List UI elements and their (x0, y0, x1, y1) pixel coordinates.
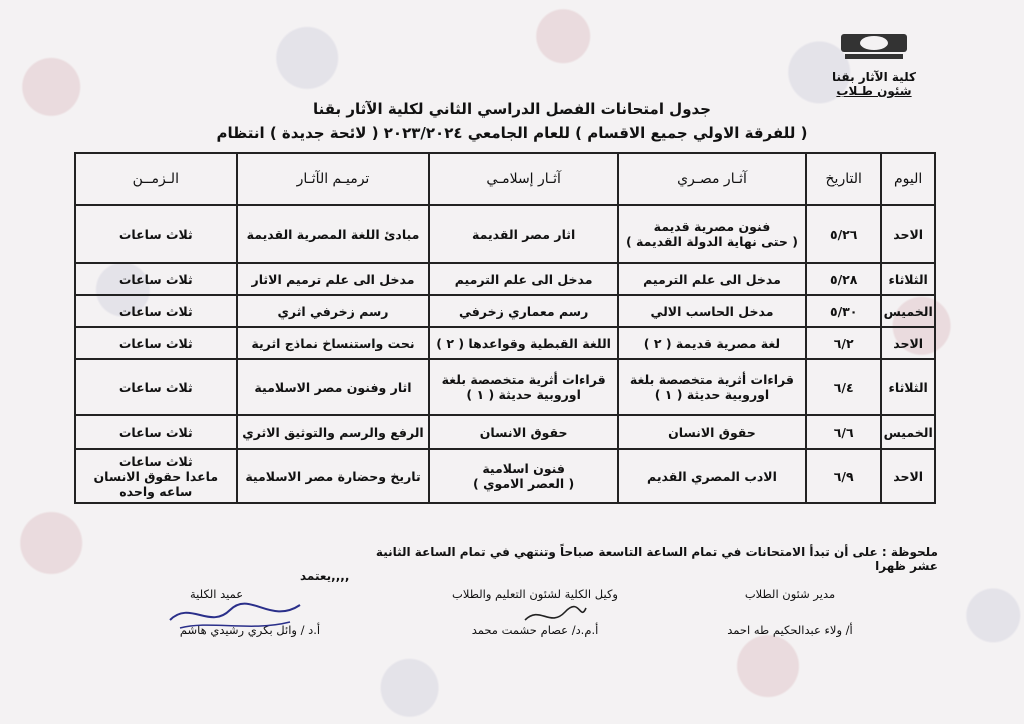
page-subtitle: ( للفرقة الاولي جميع الاقسام ) للعام الجامعي ٢٠٢٣/٢٠٢٤ ( لائحة جديدة ) انتظام (216, 124, 808, 142)
restoration-exam-cell (237, 295, 430, 327)
affairs-label: شئون طـلاب (836, 84, 912, 98)
egyptian-exam-cell (618, 449, 806, 503)
duration-cell-line: ثلاث ساعات (118, 335, 193, 351)
restoration-exam-cell (237, 263, 430, 295)
day-cell: الاحد (881, 327, 935, 359)
vice-dean-handwritten-signature-icon (520, 600, 590, 630)
header-egyptian: آثـار مصـري (618, 153, 806, 205)
duration-cell-line: ثلاث ساعات (118, 453, 193, 469)
islamic-exam-cell-line: فنون اسلامية (482, 461, 565, 476)
duration-cell (75, 359, 237, 415)
restoration-exam-cell-line: تاريخ وحضارة مصر الاسلامية (245, 468, 421, 484)
restoration-exam-cell (237, 359, 430, 415)
duration-cell (75, 263, 237, 295)
restoration-exam-cell (237, 327, 430, 359)
exam-time-note: ملحوظة : على أن تبدأ الامتحانات في تمام الساعة التاسعة صباحاً وتنتهي في تمام الساعة الثانية عشر ظهرا (375, 545, 938, 573)
duration-cell (75, 449, 237, 503)
islamic-exam-cell (429, 205, 617, 263)
day-cell: الخميس (881, 295, 935, 327)
university-logo-icon (839, 32, 909, 62)
header-islamic: آثـار إسلامـي (429, 153, 617, 205)
dean-name: أ.د / وائل بكري رشيدي هاشم (179, 623, 321, 637)
duration-cell-line: ماعدا حقوق الانسان (93, 468, 219, 484)
egyptian-exam-cell-line: فنون مصرية قديمة (653, 219, 771, 234)
college-name: كلية الآثار بقنا (832, 70, 916, 84)
restoration-exam-cell (237, 415, 430, 449)
egyptian-exam-cell (618, 327, 806, 359)
restoration-exam-cell-line: اثار وفنون مصر الاسلامية (254, 379, 412, 395)
table-row (75, 205, 935, 263)
egyptian-exam-cell-line: ( حتى نهاية الدولة القديمة ) (625, 234, 798, 249)
dean-title: عميد الكلية (190, 587, 244, 601)
table-row (75, 327, 935, 359)
day-cell: الخميس (881, 415, 935, 449)
islamic-exam-cell-line: مدخل الى علم الترميم (454, 271, 593, 287)
date-cell: ٦/٤ (806, 359, 881, 415)
duration-cell-line: ثلاث ساعات (118, 303, 193, 319)
islamic-exam-cell-line: حقوق الانسان (479, 424, 568, 440)
islamic-exam-cell-line: رسم معماري زخرفي (458, 303, 589, 319)
islamic-exam-cell (429, 359, 617, 415)
islamic-exam-cell (429, 449, 617, 503)
duration-cell (75, 327, 237, 359)
day-cell: الاحد (881, 205, 935, 263)
date-cell: ٦/٦ (806, 415, 881, 449)
egyptian-exam-cell (618, 263, 806, 295)
table-row (75, 449, 935, 503)
approval-label: يعتمد,,,, (300, 569, 350, 583)
egyptian-exam-cell-line: اوروبية حديثة ( ١ ) (654, 387, 770, 402)
egyptian-exam-cell (618, 415, 806, 449)
date-cell: ٥/٣٠ (806, 295, 881, 327)
header-day: اليوم (881, 153, 935, 205)
duration-cell-line: ثلاث ساعات (118, 271, 193, 287)
vice-dean-title: وكيل الكلية لشئون التعليم والطلاب (452, 587, 618, 601)
egyptian-exam-cell (618, 295, 806, 327)
islamic-exam-cell (429, 327, 617, 359)
islamic-exam-cell (429, 263, 617, 295)
table-row (75, 263, 935, 295)
table-header-row (75, 153, 935, 205)
header-restoration: ترميـم الآثـار (237, 153, 430, 205)
date-cell: ٥/٢٦ (806, 205, 881, 263)
duration-cell-line: ثلاث ساعات (118, 379, 193, 395)
duration-cell-line: ساعه واحده (119, 483, 193, 499)
page-title: جدول امتحانات الفصل الدراسي الثاني لكلية الآثار بقنا (312, 100, 711, 118)
affairs-manager-name: أ/ ولاء عبدالحكيم طه احمد (727, 623, 853, 637)
egyptian-exam-cell (618, 359, 806, 415)
restoration-exam-cell (237, 449, 430, 503)
header-time: الـزمــن (75, 153, 237, 205)
day-cell: الثلاثاء (881, 263, 935, 295)
egyptian-exam-cell-line: لغة مصرية قديمة ( ٢ ) (643, 335, 781, 351)
duration-cell (75, 415, 237, 449)
college-header (819, 32, 929, 98)
islamic-exam-cell-line: اوروبية حديثة ( ١ ) (466, 387, 581, 402)
affairs-manager-signature (690, 587, 890, 637)
restoration-exam-cell-line: مبادئ اللغة المصرية القديمة (246, 226, 420, 242)
date-cell: ٦/٩ (806, 449, 881, 503)
egyptian-exam-cell-line: قراءات أثرية متخصصة بلغة (629, 372, 794, 387)
islamic-exam-cell (429, 295, 617, 327)
affairs-manager-title: مدير شئون الطلاب (744, 587, 836, 601)
dean-handwritten-signature-icon (160, 590, 310, 635)
header-date: التاريخ (806, 153, 881, 205)
restoration-exam-cell-line: نحت واستنساخ نماذج اثرية (251, 335, 415, 351)
restoration-exam-cell-line: مدخل الى علم ترميم الاثار (251, 271, 415, 287)
table-row (75, 415, 935, 449)
islamic-exam-cell-line: ( العصر الاموي ) (473, 476, 575, 491)
exam-schedule-table (74, 152, 936, 504)
islamic-exam-cell-line: قراءات أثرية متخصصة بلغة (441, 372, 606, 387)
egyptian-exam-cell (618, 205, 806, 263)
table-row (75, 295, 935, 327)
restoration-exam-cell (237, 205, 430, 263)
vice-dean-name: أ.م.د/ عصام حشمت محمد (471, 623, 599, 637)
egyptian-exam-cell-line: الادب المصري القديم (647, 468, 777, 484)
day-cell: الاحد (881, 449, 935, 503)
duration-cell (75, 205, 237, 263)
islamic-exam-cell-line: اللغة القبطية وقواعدها ( ٢ ) (436, 335, 611, 351)
table-row (75, 359, 935, 415)
date-cell: ٦/٢ (806, 327, 881, 359)
duration-cell (75, 295, 237, 327)
egyptian-exam-cell-line: مدخل الحاسب الالي (650, 303, 774, 319)
restoration-exam-cell-line: الرفع والرسم والتوثيق الاثري (242, 424, 424, 440)
day-cell: الثلاثاء (881, 359, 935, 415)
egyptian-exam-cell-line: مدخل الى علم الترميم (643, 271, 781, 287)
islamic-exam-cell-line: اثار مصر القديمة (472, 226, 576, 242)
restoration-exam-cell-line: رسم زخرفي اثري (277, 303, 389, 319)
islamic-exam-cell (429, 415, 617, 449)
egyptian-exam-cell-line: حقوق الانسان (668, 424, 756, 440)
duration-cell-line: ثلاث ساعات (118, 226, 193, 242)
duration-cell-line: ثلاث ساعات (118, 424, 193, 440)
date-cell: ٥/٢٨ (806, 263, 881, 295)
